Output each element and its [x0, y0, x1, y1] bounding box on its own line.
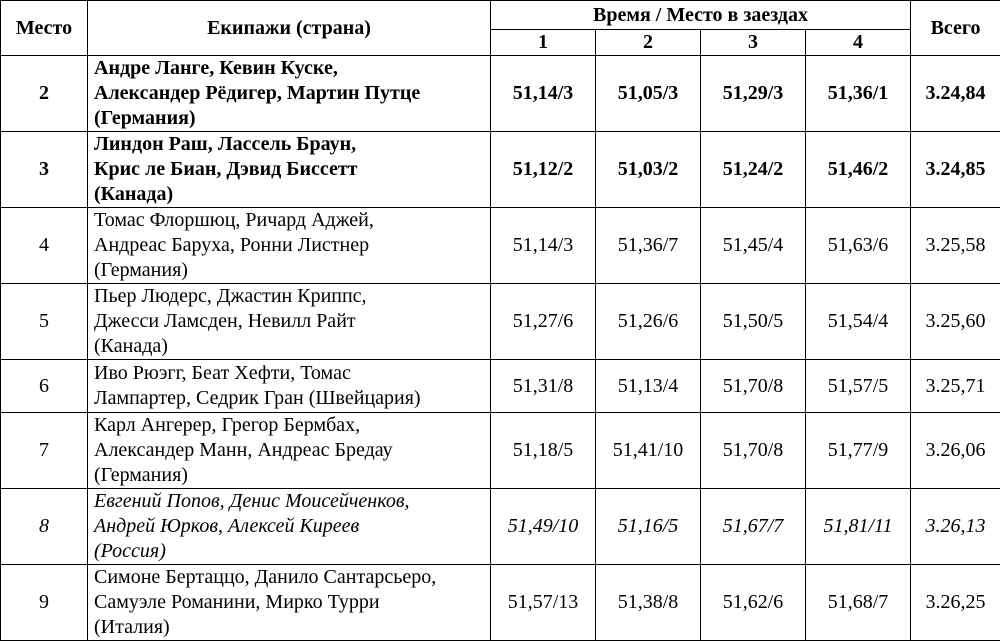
cell-crew [88, 56, 491, 132]
cell-run-3: 51,24/2 [701, 132, 806, 208]
cell-crew [88, 360, 491, 413]
cell-total: 3.25,60 [911, 284, 1000, 360]
cell-run-2: 51,13/4 [596, 360, 701, 413]
crew-line: Симоне Бертаццо, Данило Сантарсьеро, [94, 566, 437, 588]
cell-run-2: 51,03/2 [596, 132, 701, 208]
table-row [1, 208, 1000, 284]
cell-place: 9 [1, 565, 88, 641]
table-row [1, 56, 1000, 132]
cell-run-3: 51,45/4 [701, 208, 806, 284]
cell-run-4: 51,57/5 [806, 360, 911, 413]
cell-run-2: 51,16/5 [596, 489, 701, 565]
cell-run-2: 51,05/3 [596, 56, 701, 132]
cell-crew [88, 489, 491, 565]
cell-run-1: 51,27/6 [491, 284, 596, 360]
table-row [1, 360, 1000, 413]
table-body [1, 56, 1000, 641]
cell-run-1: 51,14/3 [491, 56, 596, 132]
crew-line: (Канада) [94, 335, 168, 357]
cell-run-4: 51,46/2 [806, 132, 911, 208]
cell-place: 2 [1, 56, 88, 132]
cell-crew [88, 565, 491, 641]
crew-line: Лампартер, Седрик Гран (Швейцария) [94, 387, 421, 409]
cell-run-1: 51,14/3 [491, 208, 596, 284]
header-crew: Екипажи (страна) [88, 1, 491, 56]
cell-total: 3.26,06 [911, 413, 1000, 489]
table-row [1, 132, 1000, 208]
cell-place: 8 [1, 489, 88, 565]
crew-line: (Германия) [94, 259, 188, 281]
header-run-3: 3 [701, 30, 806, 56]
cell-run-4: 51,36/1 [806, 56, 911, 132]
cell-place: 7 [1, 413, 88, 489]
cell-place: 5 [1, 284, 88, 360]
crew-line: Евгений Попов, Денис Моисейченков, [94, 490, 410, 512]
cell-run-4: 51,63/6 [806, 208, 911, 284]
crew-line: Пьер Людерс, Джастин Криппс, [94, 285, 367, 307]
crew-line: Линдон Раш, Лассель Браун, [94, 133, 357, 155]
cell-crew [88, 284, 491, 360]
cell-run-1: 51,31/8 [491, 360, 596, 413]
crew-line: Андрей Юрков, Алексей Киреев [94, 515, 360, 537]
cell-run-3: 51,67/7 [701, 489, 806, 565]
table-row [1, 413, 1000, 489]
cell-place: 4 [1, 208, 88, 284]
cell-total: 3.24,85 [911, 132, 1000, 208]
crew-line: (Россия) [94, 540, 166, 562]
crew-line: Томас Флоршюц, Ричард Аджей, [94, 209, 374, 231]
cell-run-3: 51,29/3 [701, 56, 806, 132]
cell-total: 3.26,25 [911, 565, 1000, 641]
header-total: Всего [911, 1, 1000, 56]
crew-line: Андре Ланге, Кевин Куске, [94, 57, 338, 79]
header-place: Место [1, 1, 88, 56]
crew-line: (Канада) [94, 183, 174, 205]
header-runs-group: Время / Место в заездах [491, 1, 911, 30]
cell-run-1: 51,49/10 [491, 489, 596, 565]
cell-run-4: 51,81/11 [806, 489, 911, 565]
cell-run-3: 51,50/5 [701, 284, 806, 360]
cell-crew [88, 208, 491, 284]
crew-line: Крис ле Биан, Дэвид Биссетт [94, 158, 358, 180]
table-header [1, 1, 1000, 56]
crew-line: Карл Ангерер, Грегор Бермбах, [94, 414, 361, 436]
cell-total: 3.24,84 [911, 56, 1000, 132]
crew-line: Андреас Баруха, Ронни Листнер [94, 234, 370, 256]
cell-run-4: 51,68/7 [806, 565, 911, 641]
header-run-4: 4 [806, 30, 911, 56]
crew-line: (Германия) [94, 107, 196, 129]
crew-line: Джесси Ламсден, Невилл Райт [94, 310, 356, 332]
cell-run-1: 51,12/2 [491, 132, 596, 208]
header-row-main [1, 1, 1000, 30]
header-run-2: 2 [596, 30, 701, 56]
cell-total: 3.25,58 [911, 208, 1000, 284]
cell-run-2: 51,41/10 [596, 413, 701, 489]
table-row [1, 565, 1000, 641]
cell-run-2: 51,36/7 [596, 208, 701, 284]
crew-line: Александер Манн, Андреас Бредау [94, 439, 393, 461]
cell-crew [88, 132, 491, 208]
cell-place: 3 [1, 132, 88, 208]
cell-run-1: 51,18/5 [491, 413, 596, 489]
cell-run-4: 51,77/9 [806, 413, 911, 489]
table-row [1, 284, 1000, 360]
cell-run-2: 51,38/8 [596, 565, 701, 641]
cell-run-3: 51,62/6 [701, 565, 806, 641]
cell-total: 3.26,13 [911, 489, 1000, 565]
cell-place: 6 [1, 360, 88, 413]
crew-line: (Германия) [94, 464, 188, 486]
cell-crew [88, 413, 491, 489]
cell-run-3: 51,70/8 [701, 413, 806, 489]
cell-run-2: 51,26/6 [596, 284, 701, 360]
header-run-1: 1 [491, 30, 596, 56]
table-row [1, 489, 1000, 565]
cell-run-4: 51,54/4 [806, 284, 911, 360]
cell-total: 3.25,71 [911, 360, 1000, 413]
cell-run-3: 51,70/8 [701, 360, 806, 413]
crew-line: Самуэле Романини, Мирко Турри [94, 591, 380, 613]
crew-line: Александер Рёдигер, Мартин Путце [94, 82, 421, 104]
crew-line: Иво Рюэгг, Беат Хефти, Томас [94, 362, 351, 384]
crew-line: (Италия) [94, 616, 170, 638]
cell-run-1: 51,57/13 [491, 565, 596, 641]
